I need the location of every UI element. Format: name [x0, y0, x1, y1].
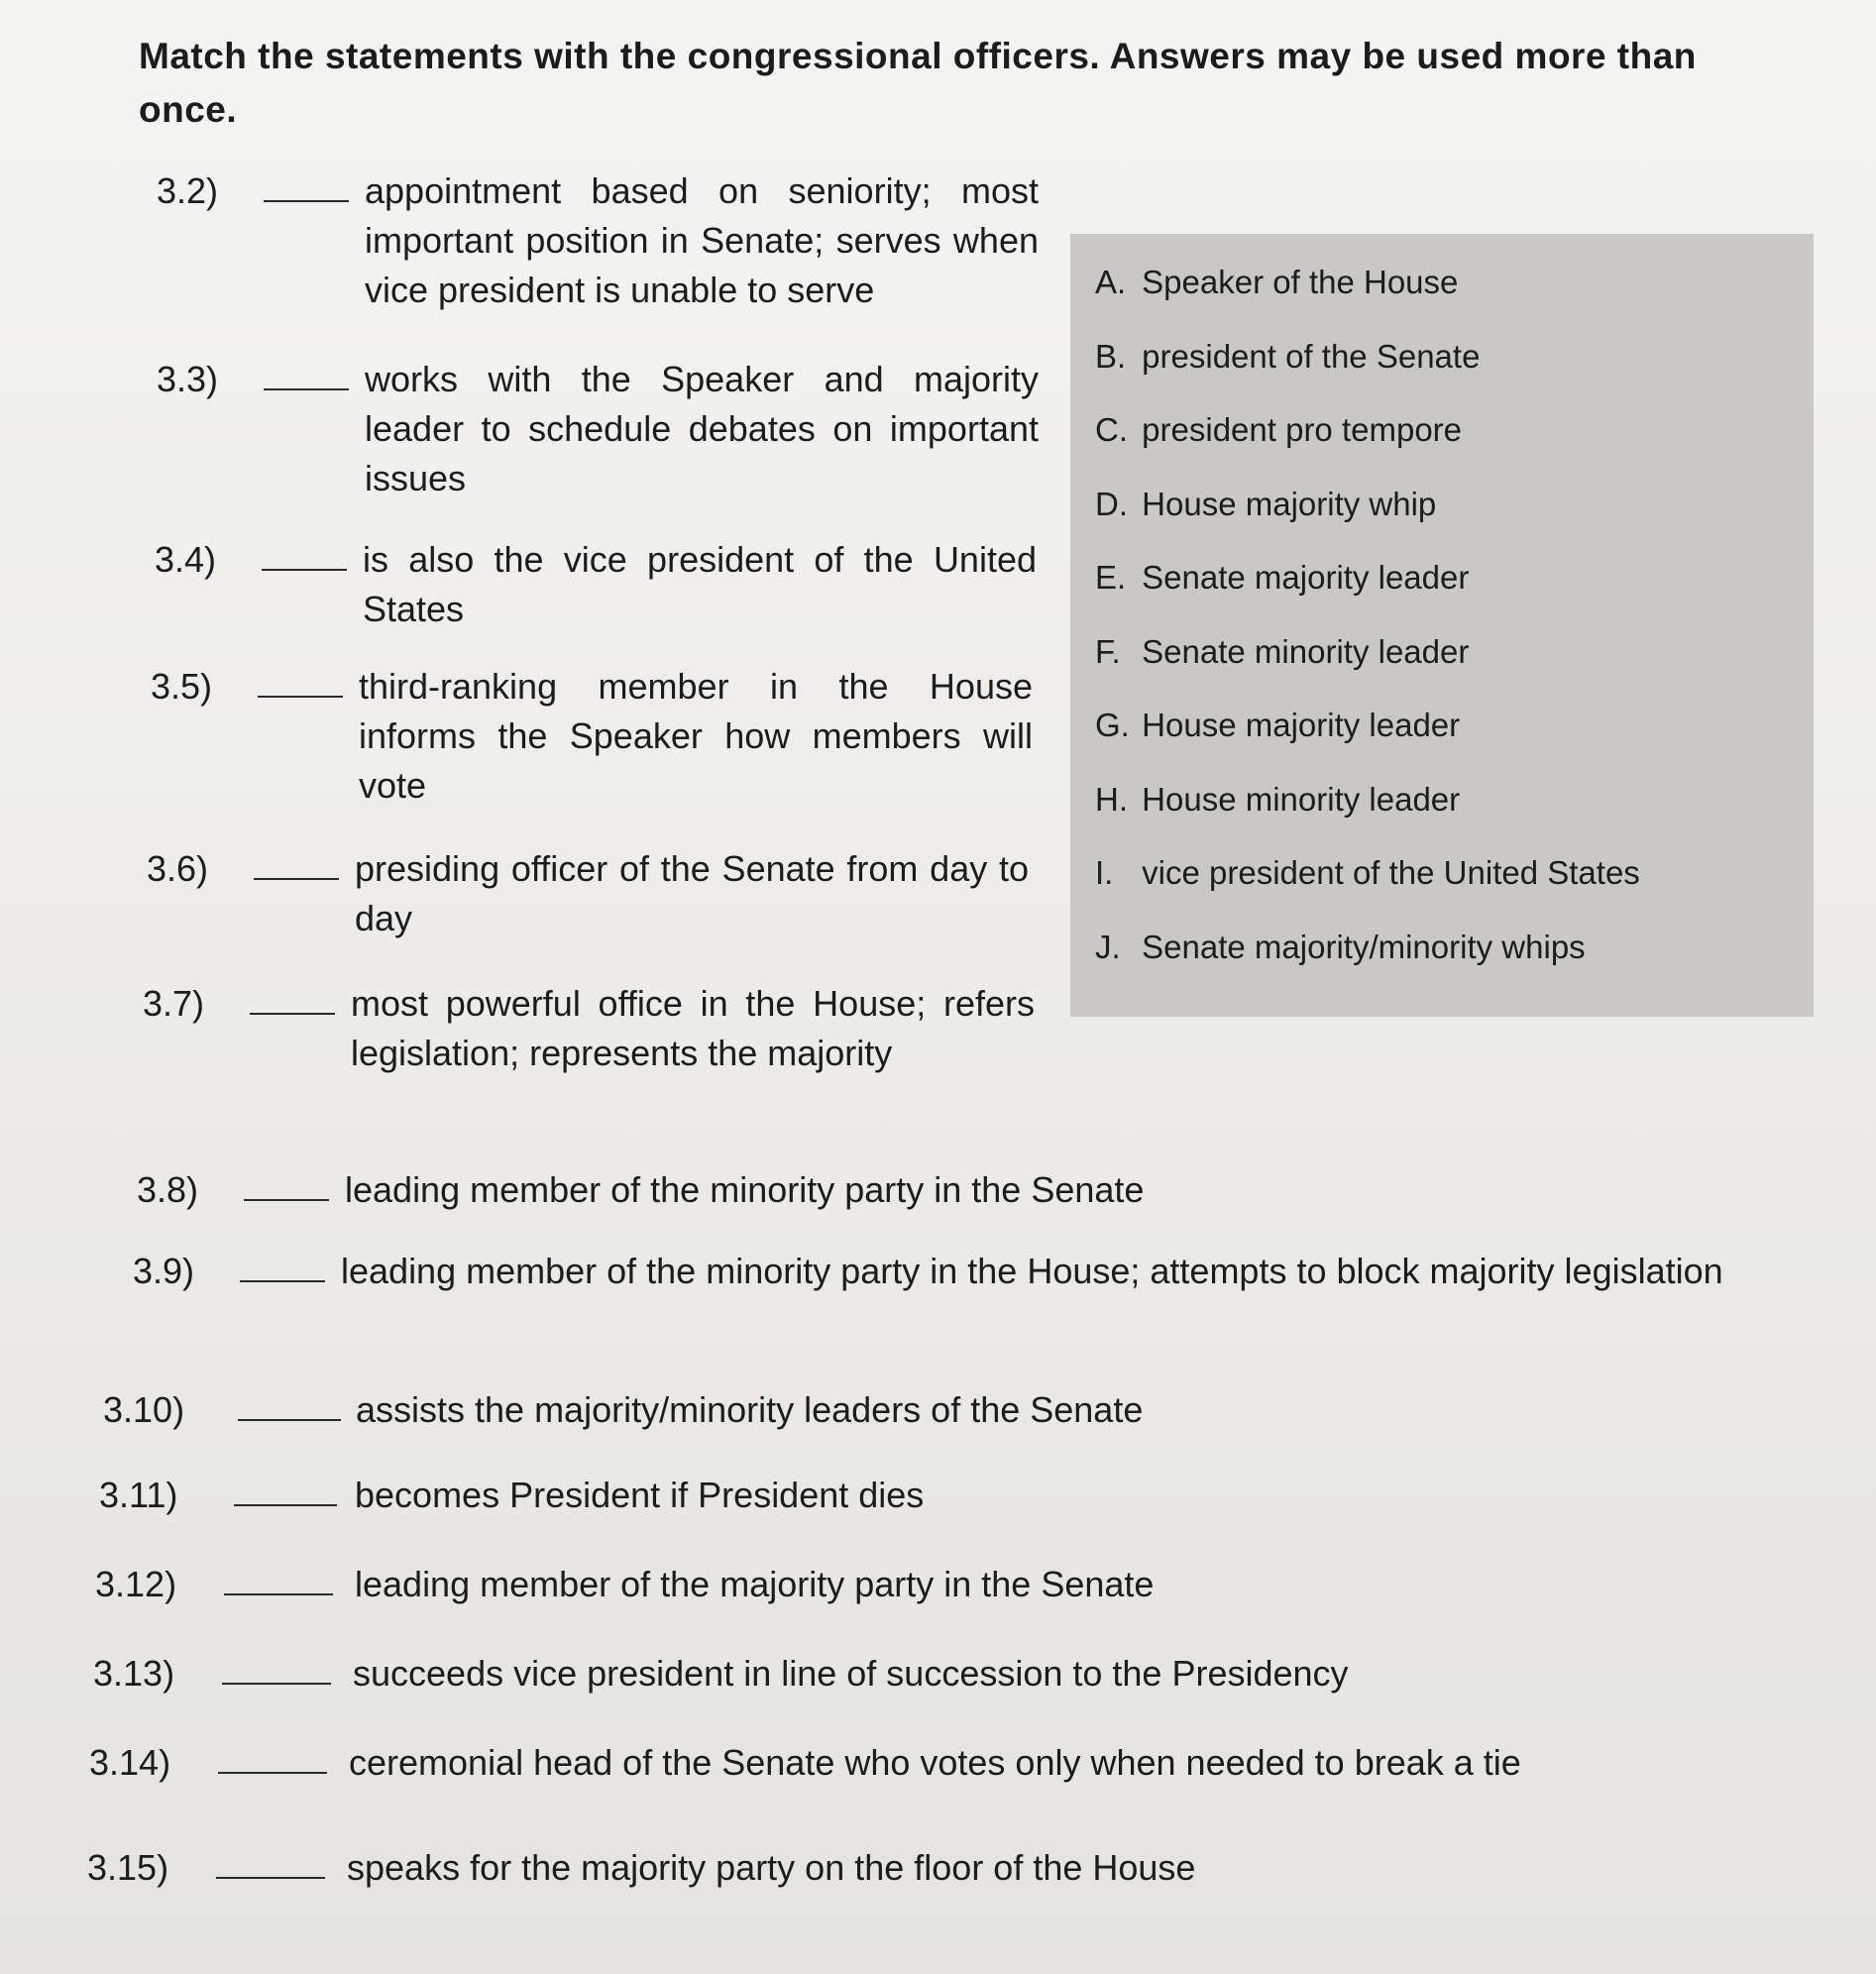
- answer-blank[interactable]: [258, 696, 343, 698]
- option-letter: G.: [1095, 707, 1130, 743]
- answer-blank[interactable]: [264, 388, 349, 390]
- question-number: 3.14): [89, 1742, 171, 1783]
- option-f: [1095, 615, 1809, 690]
- option-label: president pro tempore: [1142, 411, 1463, 448]
- option-label: Senate minority leader: [1142, 632, 1470, 670]
- question-text: most powerful office in the House; refers legislation; represents the majority: [351, 983, 1035, 1073]
- question-text: speaks for the majority party on the floor of the House: [347, 1847, 1196, 1888]
- question-text: assists the majority/minority leaders of the Senate: [356, 1389, 1144, 1430]
- option-d: [1095, 468, 1809, 542]
- option-g: [1095, 689, 1809, 763]
- question-number: 3.9): [133, 1251, 195, 1291]
- question-text: leading member of the minority party in the House; attempts to block majority legislation: [341, 1251, 1723, 1291]
- question-number: 3.11): [99, 1475, 178, 1515]
- option-e: [1095, 541, 1809, 615]
- question-number: 3.5): [151, 666, 213, 707]
- answer-blank[interactable]: [224, 1593, 333, 1595]
- option-letter: J.: [1095, 928, 1121, 965]
- option-label: Senate majority/minority whips: [1142, 928, 1586, 965]
- question-text: ceremonial head of the Senate who votes only when needed to break a tie: [349, 1742, 1521, 1783]
- option-label: vice president of the United States: [1142, 854, 1640, 891]
- question-number: 3.2): [157, 170, 219, 211]
- answer-blank[interactable]: [254, 878, 339, 880]
- option-label: House majority whip: [1142, 485, 1437, 522]
- option-label: president of the Senate: [1142, 337, 1481, 375]
- question-number: 3.15): [87, 1847, 169, 1888]
- option-label: Senate majority leader: [1142, 559, 1470, 596]
- option-label: Speaker of the House: [1142, 264, 1459, 300]
- question-number: 3.3): [157, 359, 219, 399]
- question-number: 3.6): [147, 848, 209, 889]
- option-j: [1095, 911, 1809, 985]
- instructions: Match the statements with the congressional officers. Answers may be used more than once.: [139, 36, 1697, 130]
- question-number: 3.13): [93, 1653, 175, 1694]
- answer-blank[interactable]: [216, 1877, 325, 1879]
- answer-blank[interactable]: [238, 1419, 341, 1421]
- answer-blank[interactable]: [222, 1683, 331, 1685]
- option-letter: B.: [1095, 337, 1127, 375]
- option-a: [1095, 246, 1809, 320]
- answer-blank[interactable]: [262, 569, 347, 571]
- option-letter: C.: [1095, 411, 1128, 448]
- question-number: 3.12): [95, 1564, 177, 1604]
- question-text: works with the Speaker and majority leader to schedule debates on important issues: [365, 359, 1039, 498]
- answer-blank[interactable]: [218, 1772, 327, 1774]
- question-text: appointment based on seniority; most important position in Senate; serves when vice president is unable to serve: [365, 170, 1039, 310]
- question-text: leading member of the majority party in the Senate: [355, 1564, 1155, 1604]
- option-letter: E.: [1095, 559, 1127, 596]
- question-text: is also the vice president of the United States: [363, 539, 1037, 629]
- answer-blank[interactable]: [240, 1280, 325, 1282]
- option-label: House minority leader: [1142, 780, 1461, 818]
- option-label: House majority leader: [1142, 707, 1461, 743]
- question-number: 3.8): [137, 1169, 199, 1210]
- question-number: 3.7): [143, 983, 205, 1024]
- option-letter: F.: [1095, 632, 1121, 670]
- option-h: [1095, 763, 1809, 837]
- question-text: becomes President if President dies: [355, 1475, 925, 1515]
- answer-blank[interactable]: [234, 1504, 337, 1506]
- option-b: [1095, 320, 1809, 394]
- option-letter: H.: [1095, 780, 1128, 818]
- answer-blank[interactable]: [244, 1199, 329, 1201]
- question-text: third-ranking member in the House informs the Speaker how members will vote: [359, 666, 1033, 806]
- question-number: 3.4): [155, 539, 217, 580]
- question-text: presiding officer of the Senate from day to day: [355, 848, 1029, 938]
- answer-choices-list: [1095, 246, 1809, 984]
- question-text: leading member of the minority party in the Senate: [345, 1169, 1145, 1210]
- answer-blank[interactable]: [250, 1013, 335, 1015]
- question-text: succeeds vice president in line of succession to the Presidency: [353, 1653, 1349, 1694]
- option-c: [1095, 393, 1809, 468]
- option-letter: I.: [1095, 854, 1114, 891]
- option-letter: D.: [1095, 485, 1128, 522]
- option-i: [1095, 836, 1809, 911]
- option-letter: A.: [1095, 264, 1127, 300]
- question-number: 3.10): [103, 1389, 185, 1430]
- answer-blank[interactable]: [264, 200, 349, 202]
